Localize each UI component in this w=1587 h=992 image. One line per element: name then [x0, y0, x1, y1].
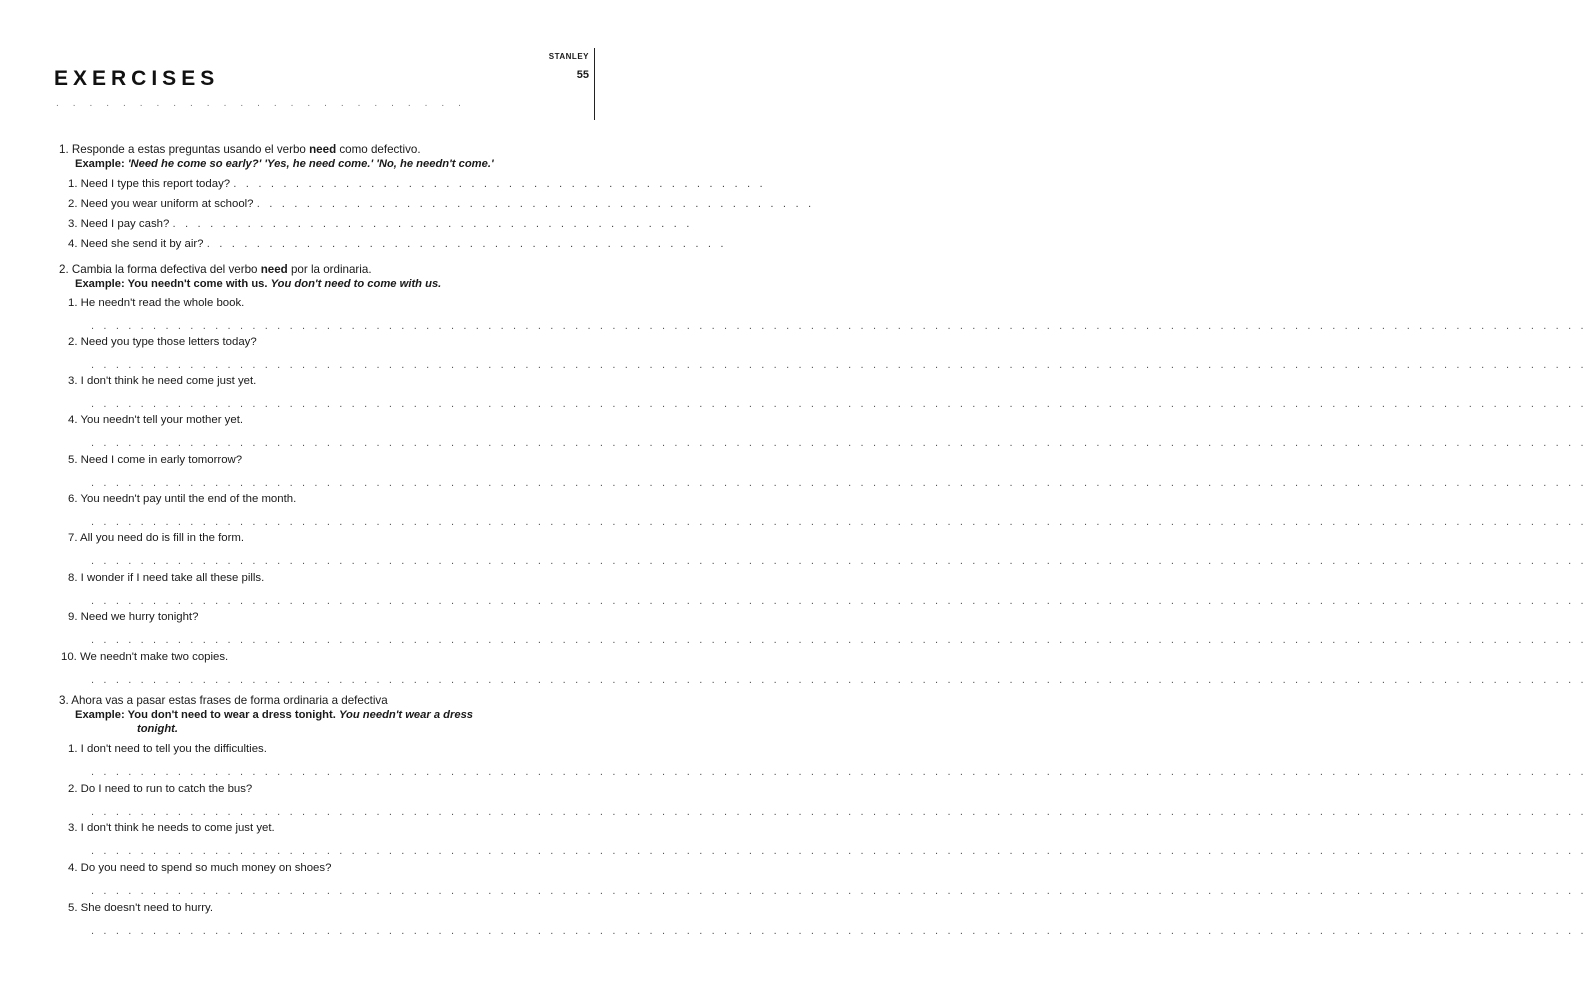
answer-line: . . . . . . . . . . . . . . . . . . . . . . . . . . . . . . . . . . . . . . . . . . . . . . . . . . . . . . . . . . . . . . . . . . . . . . . . . . . . . . . . . . . . . . . . . . . . . . . . . . . . . . . . . . . . . . . . . . . . . . . . .: [91, 320, 1587, 332]
answer-line: . . . . . . . . . . . . . . . . . . . . . . . . . . . . . . . . . . . . . . . . . . . . . . . . . . . . . . . . . . . . . . . . . . . . . . . . . . . . . . . . . . . . . . . . . . . . . . . . . . . . . . . . . . . . . . . . . . . . . . . . .: [91, 806, 1587, 818]
exercise-2-item-10: 10. We needn't make two copies.: [61, 651, 229, 663]
page-number: 55: [576, 69, 589, 81]
answer-line: . . . . . . . . . . . . . . . . . . . . . . . . . . . . . . . . . . . . . . . . . . . . . . . . . . . . . . . . . . . . . . . . . . . . . . . . . . . . . . . . . . . . . . . . . . . . . . . . . . . . . . . . . . . . . . . . . . . . . . . . .: [91, 674, 1587, 686]
exercise-3-item-2: 2. Do I need to run to catch the bus?: [68, 783, 253, 795]
exercise-2-item-7: 7. All you need do is fill in the form.: [68, 532, 245, 544]
answer-line: . . . . . . . . . . . . . . . . . . . . . . . . . . . . . . . . . . . . . . . . . . . . . . . . . . . . . . . . . . . . . . . . . . . . . . . . . . . . . . . . . . . . . . . . . . . . . . . . . . . . . . . . . . . . . . . . . . . . . . . . .: [91, 634, 1587, 646]
answer-line: . . . . . . . . . . . . . . . . . . . . . . . . . . . . . . . . . . . . . . . . . . . . . . . . . . . . . . . . . . . . . . . . . . . . . . . . . . . . . . . . . . . . . . . . . . . . . . . . . . . . . . . . . . . . . . . . . . . . . . . . .: [91, 437, 1587, 449]
title-dots: . . . . . . . . . . . . . . . . . . . . . . . . .: [56, 98, 467, 109]
exercise-3-example-continuation: tonight.: [137, 723, 179, 735]
page-title: EXERCISES: [54, 67, 220, 90]
answer-line: . . . . . . . . . . . . . . . . . . . . . . . . . . . . . . . . . . . . . . . . . . . . . . . . . . . . . . . . . . . . . . . . . . . . . . . . . . . . . . . . . . . . . . . . . . . . . . . . . . . . . . . . . . . . . . . . . . . . . . . . .: [91, 555, 1587, 567]
exercise-2-item-4: 4. You needn't tell your mother yet.: [68, 414, 244, 426]
exercise-1-heading: 1. Responde a estas preguntas usando el verbo need como defectivo.: [59, 143, 421, 156]
answer-line: . . . . . . . . . . . . . . . . . . . . . . . . . . . . . . . . . . . . . . . . . . . . . . . . . . . . . . . . . . . . . . . . . . . . . . . . . . . . . . . . . . . . . . . . . . . . . . . . . . . . . . . . . . . . . . . . . . . . . . . . .: [91, 845, 1587, 857]
header-rule: [594, 48, 595, 120]
answer-line: . . . . . . . . . . . . . . . . . . . . . . . . . . . . . . . . . . . . . . . . . . . . . . . . . . . . . . . . . . . . . . . . . . . . . . . . . . . . . . . . . . . . . . . . . . . . . . . . . . . . . . . . . . . . . . . . . . . . . . . . .: [91, 595, 1587, 607]
exercise-2-item-9: 9. Need we hurry tonight?: [68, 611, 199, 623]
exercise-2-item-1: 1. He needn't read the whole book.: [68, 297, 245, 309]
exercise-2-item-3: 3. I don't think he need come just yet.: [68, 375, 257, 387]
answer-line: . . . . . . . . . . . . . . . . . . . . . . . . . . . . . . . . . . . . . . . . . . . . . . . . . . . . . . . . . . . . . . . . . . . . . . . . . . . . . . . . . . . . . . . . . . . . . . . . . . . . . . . . . . . . . . . . . . . . . . . . .: [91, 925, 1587, 937]
exercise-3-item-3: 3. I don't think he needs to come just yet.: [68, 822, 275, 834]
answer-dots: . . . . . . . . . . . . . . . . . . . . . . . . . . . . . . . . . . . . . . . . . .: [206, 238, 727, 250]
exercise-3-item-5: 5. She doesn't need to hurry.: [68, 902, 214, 914]
exercise-1-item-2: 2. Need you wear uniform at school? . . . . . . . . . . . . . . . . . . . . . . . . . . . . . . . . . . . . . . . . . . . . .: [68, 198, 815, 210]
answer-dots: . . . . . . . . . . . . . . . . . . . . . . . . . . . . . . . . . . . . . . . . . .: [172, 218, 693, 230]
answer-line: . . . . . . . . . . . . . . . . . . . . . . . . . . . . . . . . . . . . . . . . . . . . . . . . . . . . . . . . . . . . . . . . . . . . . . . . . . . . . . . . . . . . . . . . . . . . . . . . . . . . . . . . . . . . . . . . . . . . . . . . .: [91, 885, 1587, 897]
exercise-3-heading: 3. Ahora vas a pasar estas frases de forma ordinaria a defectiva: [59, 694, 388, 707]
exercise-3-item-1: 1. I don't need to tell you the difficulties.: [68, 743, 267, 755]
exercise-2-item-2: 2. Need you type those letters today?: [68, 336, 257, 348]
exercise-3-item-4: 4. Do you need to spend so much money on shoes?: [68, 862, 332, 874]
exercise-2-example: Example: You needn't come with us. You don't need to come with us.: [75, 278, 442, 290]
answer-line: . . . . . . . . . . . . . . . . . . . . . . . . . . . . . . . . . . . . . . . . . . . . . . . . . . . . . . . . . . . . . . . . . . . . . . . . . . . . . . . . . . . . . . . . . . . . . . . . . . . . . . . . . . . . . . . . . . . . . . . . .: [91, 516, 1587, 528]
exercise-3-example: Example: You don't need to wear a dress tonight. You needn't wear a dress: [75, 709, 474, 721]
exercise-1-item-3: 3. Need I pay cash? . . . . . . . . . . . . . . . . . . . . . . . . . . . . . . . . . . . . . . . . . .: [68, 218, 693, 230]
answer-line: . . . . . . . . . . . . . . . . . . . . . . . . . . . . . . . . . . . . . . . . . . . . . . . . . . . . . . . . . . . . . . . . . . . . . . . . . . . . . . . . . . . . . . . . . . . . . . . . . . . . . . . . . . . . . . . . . . . . . . . . .: [91, 398, 1587, 410]
exercise-2-heading: 2. Cambia la forma defectiva del verbo need por la ordinaria.: [59, 263, 372, 276]
answer-line: . . . . . . . . . . . . . . . . . . . . . . . . . . . . . . . . . . . . . . . . . . . . . . . . . . . . . . . . . . . . . . . . . . . . . . . . . . . . . . . . . . . . . . . . . . . . . . . . . . . . . . . . . . . . . . . . . . . . . . . . .: [91, 477, 1587, 489]
exercise-2-item-6: 6. You needn't pay until the end of the month.: [68, 493, 297, 505]
exercise-1-item-4: 4. Need she send it by air? . . . . . . . . . . . . . . . . . . . . . . . . . . . . . . . . . . . . . . . . . .: [68, 238, 727, 250]
answer-dots: . . . . . . . . . . . . . . . . . . . . . . . . . . . . . . . . . . . . . . . . . . . . .: [256, 198, 815, 210]
answer-dots: . . . . . . . . . . . . . . . . . . . . . . . . . . . . . . . . . . . . . . . . . . .: [233, 178, 766, 190]
exercise-1-example: Example: 'Need he come so early?' 'Yes, he need come.' 'No, he needn't come.': [75, 158, 494, 170]
answer-line: . . . . . . . . . . . . . . . . . . . . . . . . . . . . . . . . . . . . . . . . . . . . . . . . . . . . . . . . . . . . . . . . . . . . . . . . . . . . . . . . . . . . . . . . . . . . . . . . . . . . . . . . . . . . . . . . . . . . . . . . .: [91, 359, 1587, 371]
answer-line: . . . . . . . . . . . . . . . . . . . . . . . . . . . . . . . . . . . . . . . . . . . . . . . . . . . . . . . . . . . . . . . . . . . . . . . . . . . . . . . . . . . . . . . . . . . . . . . . . . . . . . . . . . . . . . . . . . . . . . . . .: [91, 766, 1587, 778]
exercise-1-item-1: 1. Need I type this report today? . . . . . . . . . . . . . . . . . . . . . . . . . . . . . . . . . . . . . . . . . . .: [68, 178, 766, 190]
publisher-name: STANLEY: [548, 52, 589, 61]
exercise-2-item-8: 8. I wonder if I need take all these pills.: [68, 572, 265, 584]
exercise-2-item-5: 5. Need I come in early tomorrow?: [68, 454, 243, 466]
